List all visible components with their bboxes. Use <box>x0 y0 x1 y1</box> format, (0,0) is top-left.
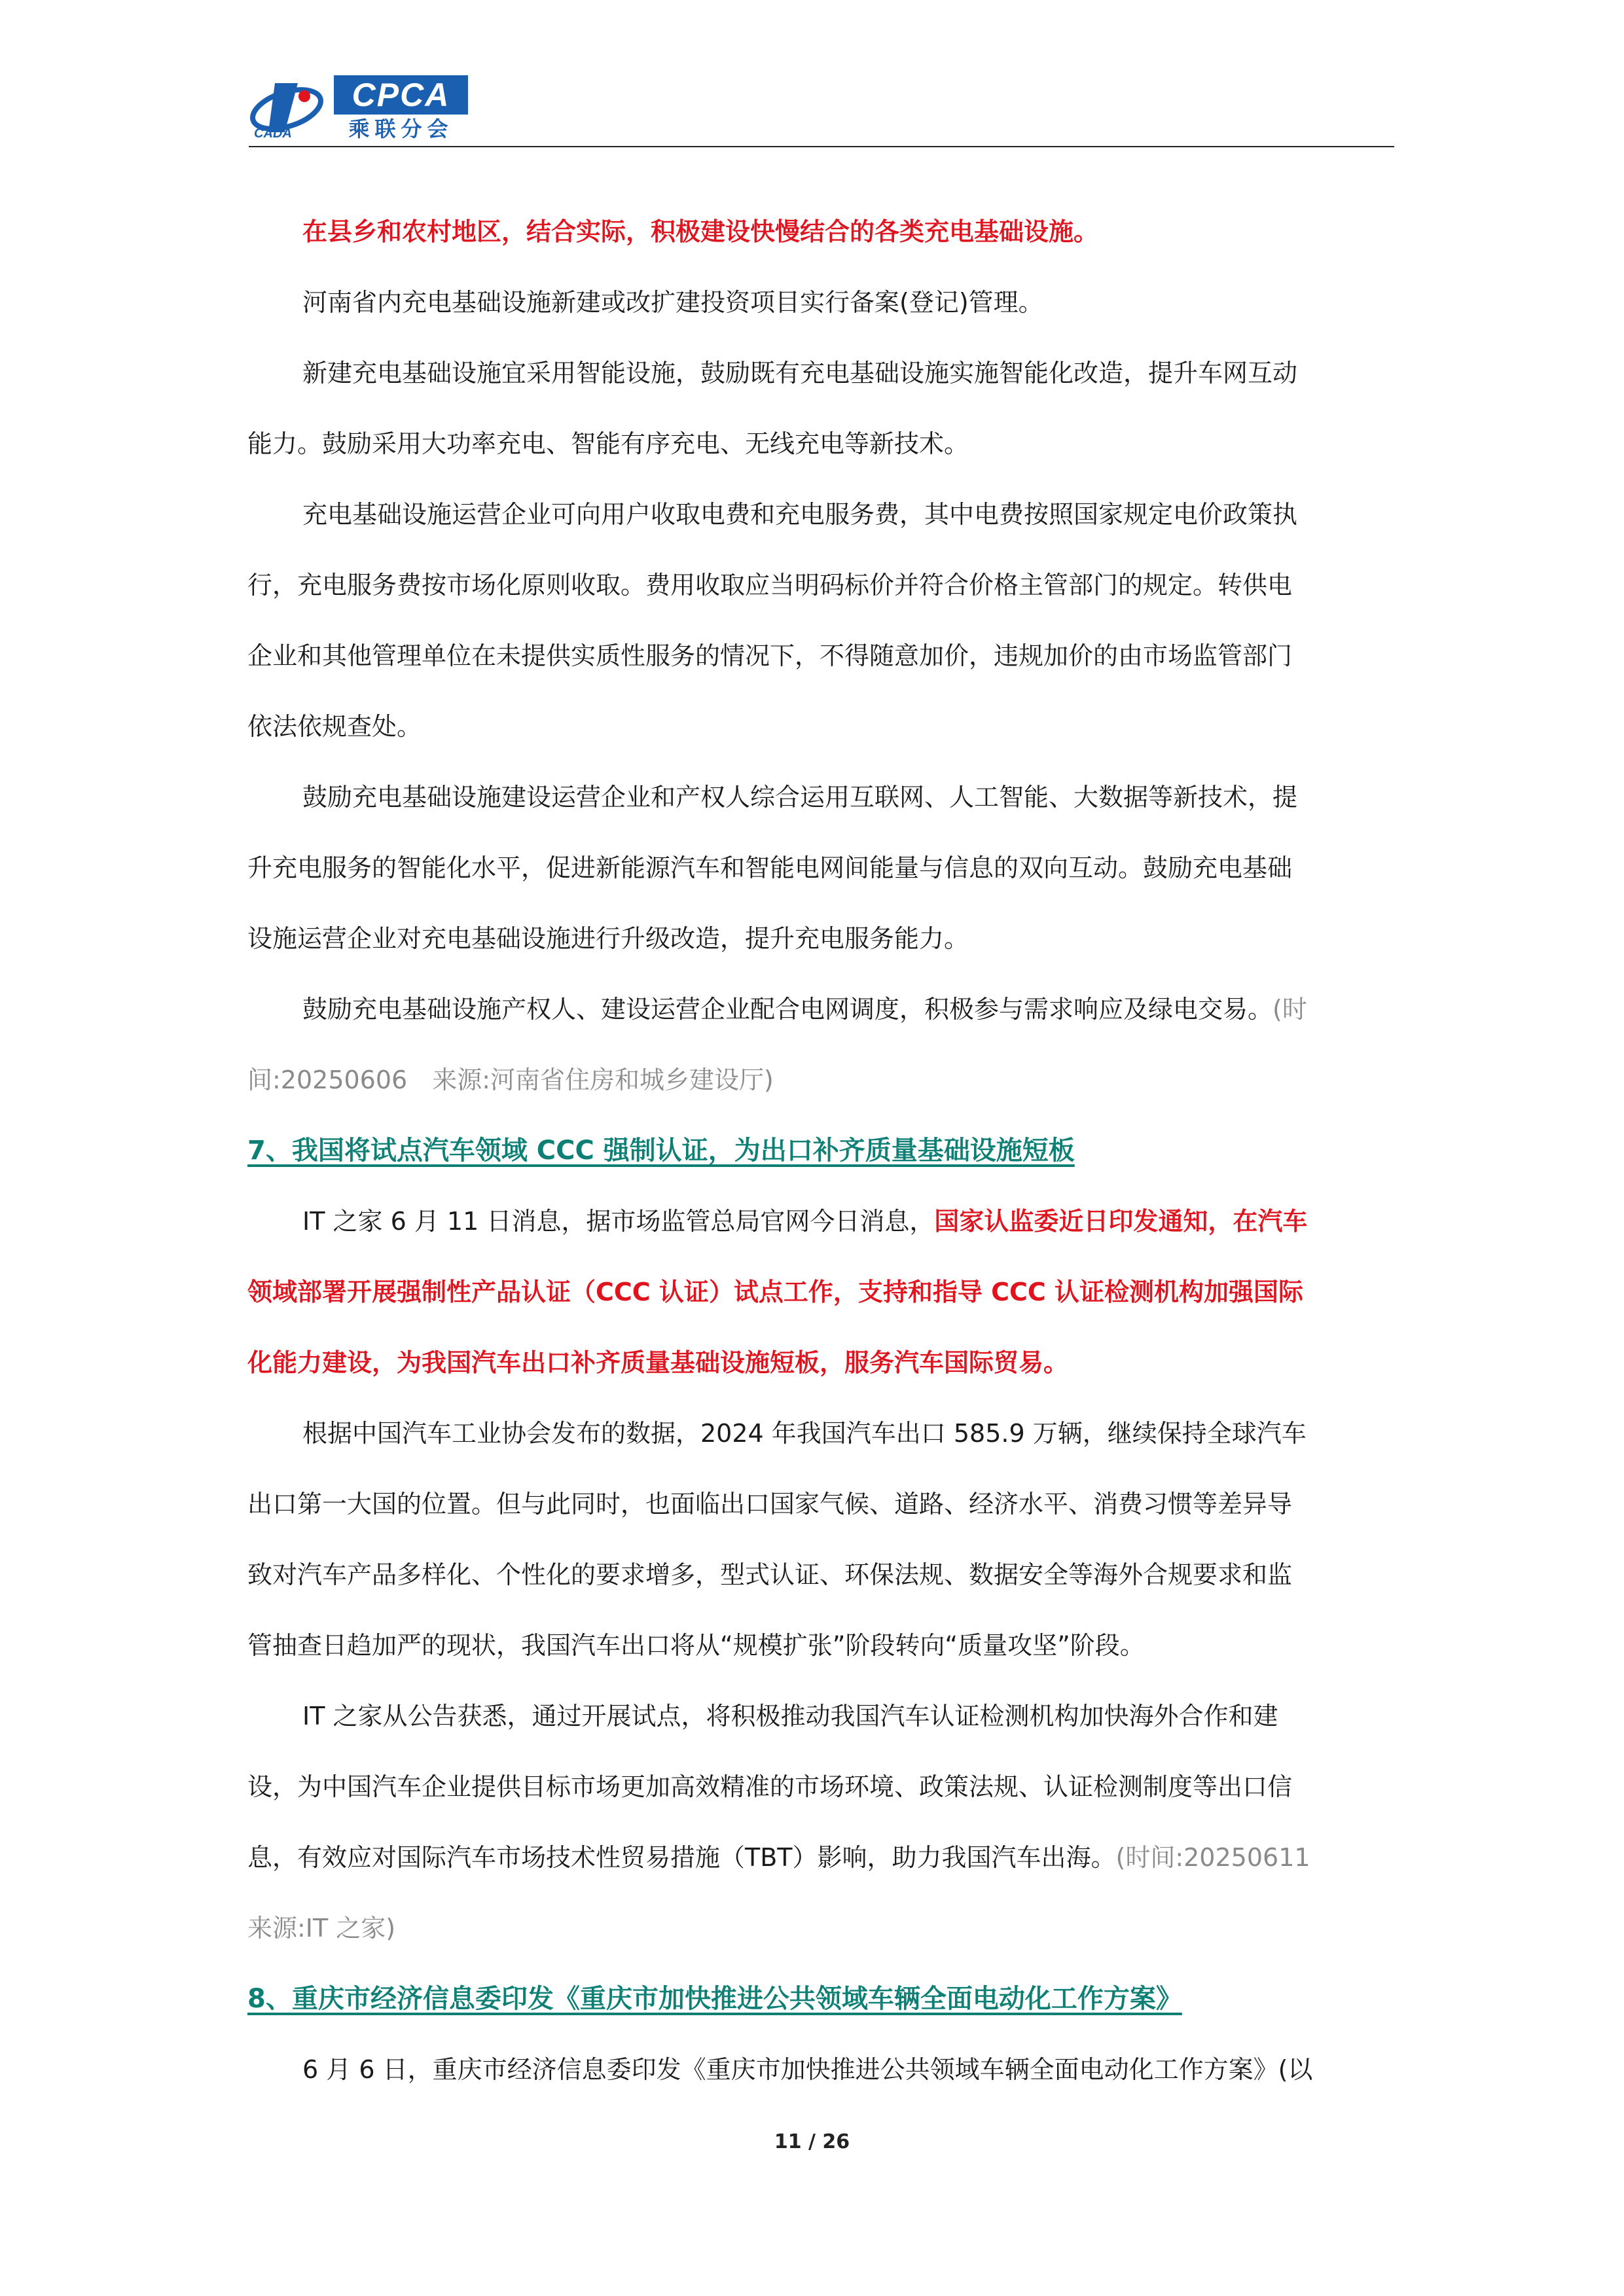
paragraph-line: 行，充电服务费按市场化原则收取。费用收取应当明码标价并符合价格主管部门的规定。转供电 <box>247 571 1293 600</box>
paragraph-line: 设，为中国汽车企业提供目标市场更加高效精准的市场环境、政策法规、认证检测制度等出口信 <box>247 1772 1293 1801</box>
paragraph-line <box>247 974 1396 1045</box>
paragraph-line: 鼓励充电基础设施建设运营企业和产权人综合运用互联网、人工智能、大数据等新技术，提 <box>302 783 1298 812</box>
paragraph-line: 致对汽车产品多样化、个性化的要求增多，型式认证、环保法规、数据安全等海外合规要求和监 <box>247 1560 1293 1589</box>
paragraph-line: 根据中国汽车工业协会发布的数据，2024 年我国汽车出口 585.9 万辆，继续保持全球汽车 <box>302 1419 1307 1448</box>
paragraph-line: 出口第一大国的位置。但与此同时，也面临出口国家气候、道路、经济水平、消费习惯等差异导 <box>247 1490 1293 1518</box>
section-heading-8: 8、重庆市经济信息委印发《重庆市加快推进公共领域车辆全面电动化工作方案》 <box>247 1984 1182 2014</box>
paragraph-line: 依法依规查处。 <box>247 712 422 741</box>
section-heading-7: 7、我国将试点汽车领域 CCC 强制认证，为出口补齐质量基础设施短板 <box>247 1136 1075 1166</box>
source-note: 来源:IT 之家) <box>247 1914 396 1943</box>
paragraph-red: 在县乡和农村地区，结合实际，积极建设快慢结合的各类充电基础设施。 <box>302 217 1099 246</box>
logo-cpca: CPCA <box>334 75 468 115</box>
document-body <box>247 196 1396 2105</box>
paragraph-line: 设施运营企业对充电基础设施进行升级改造，提升充电服务能力。 <box>247 924 969 953</box>
paragraph-line: 管抽查日趋加严的现状，我国汽车出口将从“规模扩张”阶段转向“质量攻坚”阶段。 <box>247 1631 1145 1660</box>
paragraph-line: 能力。鼓励采用大功率充电、智能有序充电、无线充电等新技术。 <box>247 429 969 458</box>
highlight-text: 领域部署开展强制性产品认证（CCC 认证）试点工作，支持和指导 CCC 认证检测机构加强国际 <box>247 1278 1304 1306</box>
paragraph-line: 充电基础设施运营企业可向用户收取电费和充电服务费，其中电费按照国家规定电价政策执 <box>302 500 1298 529</box>
highlight-text: 国家认监委近日印发通知，在汽车 <box>934 1207 1308 1236</box>
source-note: (时 <box>1272 995 1307 1024</box>
source-note: 间:20250606 来源:河南省住房和城乡建设厅) <box>247 1066 774 1094</box>
paragraph: 河南省内充电基础设施新建或改扩建投资项目实行备案(登记)管理。 <box>302 288 1043 317</box>
paragraph-line <box>247 1186 1396 1257</box>
paragraph-line <box>247 1822 1396 1893</box>
paragraph-text: IT 之家 6 月 11 日消息，据市场监管总局官网今日消息， <box>302 1207 935 1236</box>
header-divider <box>249 146 1394 147</box>
paragraph-text: 鼓励充电基础设施产权人、建设运营企业配合电网调度，积极参与需求响应及绿电交易。 <box>302 995 1273 1024</box>
paragraph-line: IT 之家从公告获悉，通过开展试点，将积极推动我国汽车认证检测机构加快海外合作和建 <box>302 1702 1278 1731</box>
source-note: (时间:20250611 <box>1115 1843 1310 1872</box>
paragraph-text: 息，有效应对国际汽车市场技术性贸易措施（TBT）影响，助力我国汽车出海。 <box>247 1843 1116 1872</box>
page-number: 11 / 26 <box>774 2130 850 2153</box>
page-header <box>249 62 1394 147</box>
paragraph-line: 新建充电基础设施宜采用智能设施，鼓励既有充电基础设施实施智能化改造，提升车网互动 <box>302 359 1298 387</box>
paragraph-line: 升充电服务的智能化水平，促进新能源汽车和智能电网间能量与信息的双向互动。鼓励充电基础 <box>247 853 1293 882</box>
logo-subtitle: 乘联分会 <box>348 117 454 141</box>
logo-cada-text: CADA <box>254 126 292 141</box>
highlight-text: 化能力建设，为我国汽车出口补齐质量基础设施短板，服务汽车国际贸易。 <box>247 1348 1069 1377</box>
paragraph-line: 6 月 6 日，重庆市经济信息委印发《重庆市加快推进公共领域车辆全面电动化工作方案》(以 <box>302 2055 1313 2084</box>
paragraph-line: 企业和其他管理单位在未提供实质性服务的情况下，不得随意加价，违规加价的由市场监管部门 <box>247 641 1293 670</box>
